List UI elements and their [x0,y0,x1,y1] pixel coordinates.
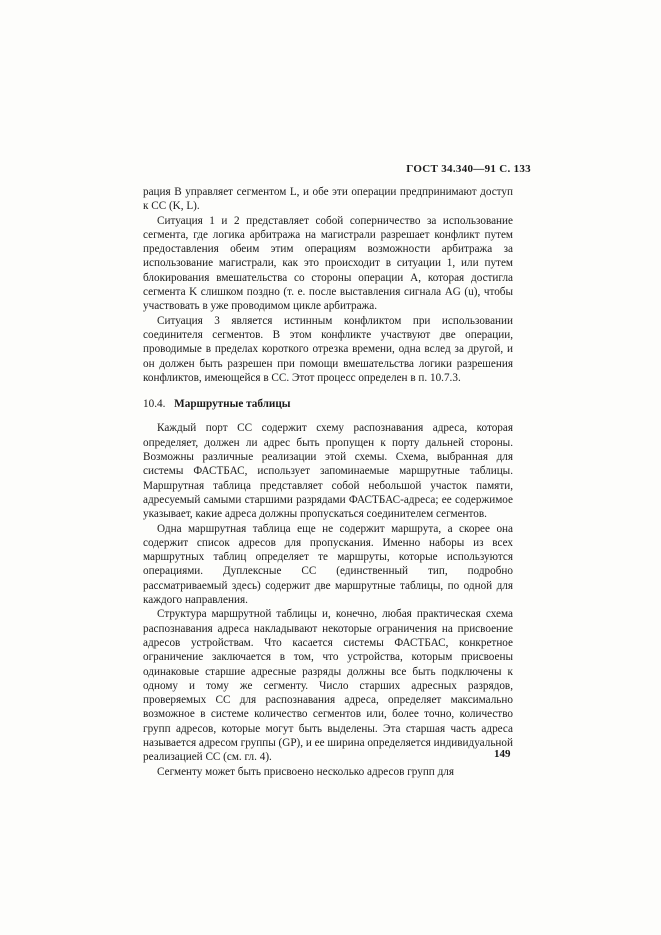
paragraph: Сегменту может быть присвоено несколько адресов групп для [157,765,455,778]
paragraph: Ситуация 1 и 2 представляет собой соперничество за использование сегмента, где логика арбитража на магистрали разрешает конфликт путем предоставления обеим этим операциям возможности арбитража за использование магистрали, как это происходит в ситуации 1, или путем блокирования вмешательства со стороны операции А, которая достигла сегмента K слишком поздно (т. е. после выставления сигнала AG (u), чтобы участвовать в уже проводимом цикле арбитража. [143,214,513,313]
paragraph: Одна маршрутная таблица еще не содержит маршрута, а скорее она содержит список адресов для пропускания. Именно наборы из всех маршрутных таблиц определяет те маршруты, которые используются операциями. Дуплексные СС (единственный тип, подробно рассматриваемый здесь) содержит две маршрутные таблицы, по одной для каждого направления. [143,522,513,607]
section-number: 10.4. [143,398,166,411]
section-title: Маршрутные таблицы [174,398,291,411]
paragraph: рация В управляет сегментом L, и обе эти операции предпринимают доступ к СС (K, L). [143,186,513,213]
section-heading [143,397,513,411]
page-number: 149 [494,748,511,760]
paragraph: Структура маршрутной таблицы и, конечно, любая практическая схема распознавания адреса накладывают некоторые ограничения на присвоение адресов устройствам. Что касается системы ФАСТБАС, конкретное ограничение заключается в том, что устройства, которым присвоены одинаковые старшие адресные разряды должны все быть подключены к одному и тому же сегменту. Число старших адресных разрядов, проверяемых СС для распознавания адреса, определяет максимально возможное в системе количество сегментов или, более точно, количество групп адресов, которые могут быть выделены. Эта старшая часть адреса называется адресом группы (GP), и ее ширина определяется индивидуальной реализацией СС (см. гл. 4). [143,608,513,764]
text-column [143,185,513,779]
running-header: ГОСТ 34.340—91 С. 133 [406,163,531,175]
paragraph: Каждый порт СС содержит схему распознавания адреса, которая определяет, должен ли адрес быть пропущен к порту дальней стороны. Возможны различные реализации этой схемы. Схема, выбранная для системы ФАСТБАС, использует запоминаемые маршрутные таблицы. Маршрутная таблица представляет собой небольшой участок памяти, адресуемый самыми старшими разрядами ФАСТБАС-адреса; ее содержимое указывает, какие адреса должны пропускаться соединителем сегментов. [143,422,513,521]
paragraph: Ситуация 3 является истинным конфликтом при использовании соединителя сегментов. В этом конфликте участвуют две операции, проводимые в пределах короткого отрезка времени, одна вслед за другой, и он должен быть разрешен при помощи вмешательства логики разрешения конфликтов, имеющейся в СС. Этот процесс определен в п. 10.7.3. [143,314,513,384]
